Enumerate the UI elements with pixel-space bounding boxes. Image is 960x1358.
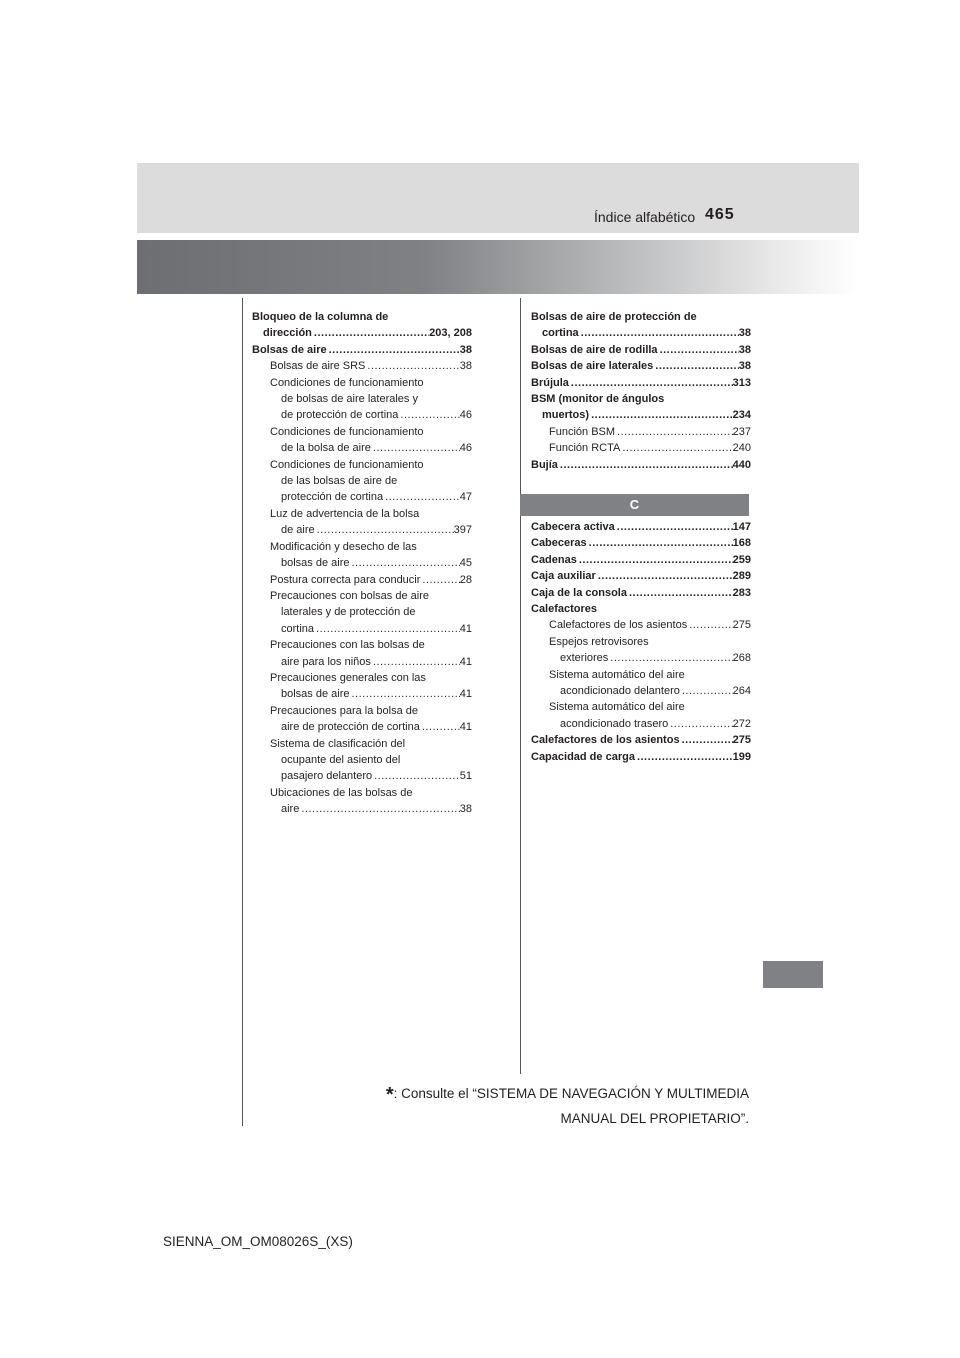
index-entry-text: protección de cortina: [281, 491, 384, 504]
index-entry-text: Calefactores de los asientos: [531, 734, 680, 747]
footnote-marker: *: [385, 1084, 394, 1106]
index-page-ref: 275: [732, 734, 751, 747]
index-page-ref: 289: [732, 570, 751, 583]
dot-leader: [371, 440, 460, 456]
dot-leader: [615, 424, 733, 440]
index-entry-text: pasajero delantero: [281, 770, 373, 783]
index-page-ref: 38: [738, 343, 751, 356]
dot-leader: [680, 683, 733, 699]
index-entry: [252, 358, 472, 374]
index-entry: [531, 585, 751, 601]
dot-leader: [680, 732, 733, 748]
index-entry-text: acondicionado delantero: [560, 685, 680, 698]
index-entry: [531, 391, 751, 424]
dot-leader: [314, 621, 460, 637]
index-entry-text: cortina: [542, 327, 579, 340]
dot-leader: [596, 568, 733, 584]
index-entry-text: Cabecera activa: [531, 521, 615, 533]
dot-leader: [608, 650, 732, 666]
index-entry: [531, 568, 751, 584]
index-column-right-b: [531, 309, 751, 473]
dot-leader: [587, 535, 733, 551]
index-entry-text: exteriores: [560, 652, 609, 665]
dot-leader: [620, 440, 732, 456]
index-entry: [252, 424, 472, 457]
index-page-ref: 203, 208: [429, 327, 472, 340]
index-entry-text: de aire: [281, 524, 315, 537]
index-page-ref: 28: [459, 573, 472, 586]
index-entry: [252, 703, 472, 736]
dot-leader: [589, 407, 733, 423]
dot-leader: [558, 457, 733, 473]
index-entry-text: de bolsas de aire laterales y: [281, 393, 418, 406]
index-page-ref: 38: [459, 803, 472, 816]
index-entry-text: Luz de advertencia de la bolsa: [270, 507, 420, 520]
index-entry-text: Sistema automático del aire: [549, 701, 685, 714]
column-divider-rule: [520, 298, 521, 1074]
index-page-ref: 147: [732, 521, 751, 533]
index-page-ref: 268: [732, 652, 751, 665]
index-entry: [531, 519, 751, 535]
index-entry: [531, 535, 751, 551]
footnote: [386, 1082, 749, 1131]
index-page-ref: 397: [453, 524, 472, 537]
index-entry-text: Cadenas: [531, 553, 577, 566]
index-entry-text: Caja de la consola: [531, 586, 627, 599]
index-entry: [252, 588, 472, 637]
dot-leader: [371, 654, 460, 670]
dot-leader: [635, 749, 733, 765]
index-page-ref: 45: [459, 557, 472, 570]
index-entry-text: Bolsas de aire: [252, 343, 327, 356]
index-entry-text: Ubicaciones de las bolsas de: [270, 786, 413, 799]
index-page-ref: 47: [459, 491, 472, 504]
dot-leader: [658, 342, 739, 358]
dot-leader: [627, 585, 733, 601]
dot-leader: [315, 522, 454, 538]
index-entry-text: Función BSM: [549, 425, 616, 438]
index-entry: [252, 572, 472, 588]
index-entry-text: Función RCTA: [549, 442, 621, 455]
index-entry-text: Condiciones de funcionamiento: [270, 376, 424, 389]
index-entry: [531, 634, 751, 667]
index-page-ref: 440: [732, 458, 751, 471]
index-entry-text: dirección: [263, 327, 312, 340]
dot-leader: [579, 325, 739, 341]
index-page-ref: 237: [732, 425, 751, 438]
dot-leader: [668, 716, 732, 732]
dot-leader: [687, 617, 732, 633]
dot-leader: [350, 555, 460, 571]
dot-leader: [312, 325, 429, 341]
index-entry-text: Condiciones de funcionamiento: [270, 425, 424, 438]
index-page-ref: 38: [738, 327, 751, 340]
dot-leader: [615, 519, 733, 535]
index-page-ref: 240: [732, 442, 751, 455]
page-title: Índice alfabético: [594, 209, 696, 225]
index-entry-text: aire: [281, 803, 300, 816]
index-page-ref: 46: [459, 442, 472, 455]
index-entry-text: Postura correcta para conducir: [270, 573, 421, 586]
index-page-ref: 46: [459, 409, 472, 422]
dot-leader: [327, 342, 460, 358]
dot-leader: [398, 407, 459, 423]
index-entry-text: Brújula: [531, 376, 569, 389]
dot-leader: [577, 552, 733, 568]
index-entry: [531, 457, 751, 473]
dot-leader: [653, 358, 738, 374]
index-entry: [252, 670, 472, 703]
index-entry: [252, 539, 472, 572]
index-entry-text: acondicionado trasero: [560, 717, 669, 730]
index-entry-text: BSM (monitor de ángulos: [531, 393, 665, 406]
index-entry-text: Bolsas de aire de protección de: [531, 311, 697, 323]
index-page-ref: 41: [459, 655, 472, 668]
index-entry: [531, 375, 751, 391]
index-page-ref: 38: [738, 360, 751, 373]
index-entry-text: Calefactores de los asientos: [549, 619, 688, 632]
footnote-line-1: : Consulte el “SISTEMA DE NAVEGACIÓN Y MULTIMEDIA: [393, 1086, 749, 1101]
index-entry: [252, 736, 472, 785]
index-column-right-c: [531, 519, 751, 765]
index-entry-text: Modificación y desecho de las: [270, 540, 417, 553]
index-page-ref: 199: [732, 750, 751, 763]
index-entry-text: Bolsas de aire laterales: [531, 360, 654, 373]
index-entry-text: Capacidad de carga: [531, 750, 635, 763]
decorative-gradient-bar: [137, 240, 859, 294]
index-thumb-tab: [763, 961, 823, 988]
index-entry: [531, 699, 751, 732]
index-entry-text: Espejos retrovisores: [549, 635, 649, 648]
index-entry: [252, 375, 472, 424]
index-entry-text: Sistema de clasificación del: [270, 737, 406, 750]
left-margin-rule: [242, 298, 243, 1126]
index-entry-text: Bolsas de aire SRS: [270, 360, 366, 373]
index-column-left: [252, 309, 472, 818]
index-entry-text: Calefactores: [531, 603, 598, 616]
index-entry-text: cortina: [281, 622, 315, 635]
index-entry-text: bolsas de aire: [281, 688, 350, 701]
index-entry: [252, 457, 472, 506]
index-entry-text: Precauciones con las bolsas de: [270, 639, 425, 652]
index-page-ref: 41: [459, 721, 472, 734]
index-entry: [531, 424, 751, 440]
page-number: 465: [705, 206, 735, 223]
index-page-ref: 313: [732, 376, 751, 389]
index-entry-text: de las bolsas de aire de: [281, 475, 398, 488]
index-page-ref: 234: [732, 409, 751, 422]
index-entry-text: bolsas de aire: [281, 557, 350, 570]
dot-leader: [299, 801, 459, 817]
dot-leader: [569, 375, 733, 391]
index-entry: [252, 342, 472, 358]
index-entry-text: Bujía: [531, 458, 558, 471]
footnote-line-2: MANUAL DEL PROPIETARIO”.: [560, 1111, 749, 1126]
index-entry: [252, 506, 472, 539]
index-entry-text: de la bolsa de aire: [281, 442, 371, 455]
index-page-ref: 41: [459, 688, 472, 701]
index-entry-text: Precauciones generales con las: [270, 671, 426, 684]
index-entry-text: ocupante del asiento del: [281, 753, 401, 766]
index-page-ref: 38: [459, 343, 472, 356]
index-entry-text: Bloqueo de la columna de: [252, 311, 389, 323]
index-entry-text: Caja auxiliar: [531, 570, 596, 583]
index-page-ref: 275: [732, 619, 751, 632]
index-entry-text: aire para los niños: [281, 655, 371, 668]
document-id: SIENNA_OM_OM08026S_(XS): [163, 1234, 353, 1249]
index-entry: [531, 732, 751, 748]
index-entry: [531, 358, 751, 374]
index-entry-text: laterales y de protección de: [281, 606, 416, 619]
dot-leader: [372, 768, 460, 784]
index-entry: [531, 667, 751, 700]
index-entry: [531, 749, 751, 765]
index-entry-text: Precauciones para la bolsa de: [270, 704, 418, 717]
index-page-ref: 38: [459, 360, 472, 373]
section-header-c: C: [520, 494, 749, 516]
index-entry: [531, 440, 751, 456]
dot-leader: [420, 572, 459, 588]
index-page-ref: 41: [459, 622, 472, 635]
index-page-ref: 283: [732, 586, 751, 599]
index-entry: [531, 309, 751, 342]
index-page-ref: 168: [732, 537, 751, 550]
index-entry: [252, 785, 472, 818]
dot-leader: [383, 489, 460, 505]
index-entry-text: Condiciones de funcionamiento: [270, 458, 424, 471]
index-entry: [531, 617, 751, 633]
header-band: [137, 163, 859, 233]
index-page-ref: 259: [732, 553, 751, 566]
index-entry-text: Cabeceras: [531, 537, 587, 550]
index-entry-text: Precauciones con bolsas de aire: [270, 589, 429, 602]
index-entry: [531, 342, 751, 358]
index-entry-text: Sistema automático del aire: [549, 668, 685, 681]
index-entry-text: Bolsas de aire de rodilla: [531, 343, 658, 356]
index-page-ref: 264: [732, 685, 751, 698]
dot-leader: [365, 358, 459, 374]
index-page-ref: 51: [459, 770, 472, 783]
index-entry: [252, 637, 472, 670]
index-entry-text: de protección de cortina: [281, 409, 399, 422]
index-entry-text: muertos): [542, 409, 590, 422]
index-page-ref: 272: [732, 717, 751, 730]
index-entry: [252, 309, 472, 342]
dot-leader: [350, 686, 460, 702]
index-entry-text: aire de protección de cortina: [281, 721, 420, 734]
dot-leader: [420, 719, 460, 735]
index-entry: [531, 552, 751, 568]
index-entry: [531, 601, 751, 617]
